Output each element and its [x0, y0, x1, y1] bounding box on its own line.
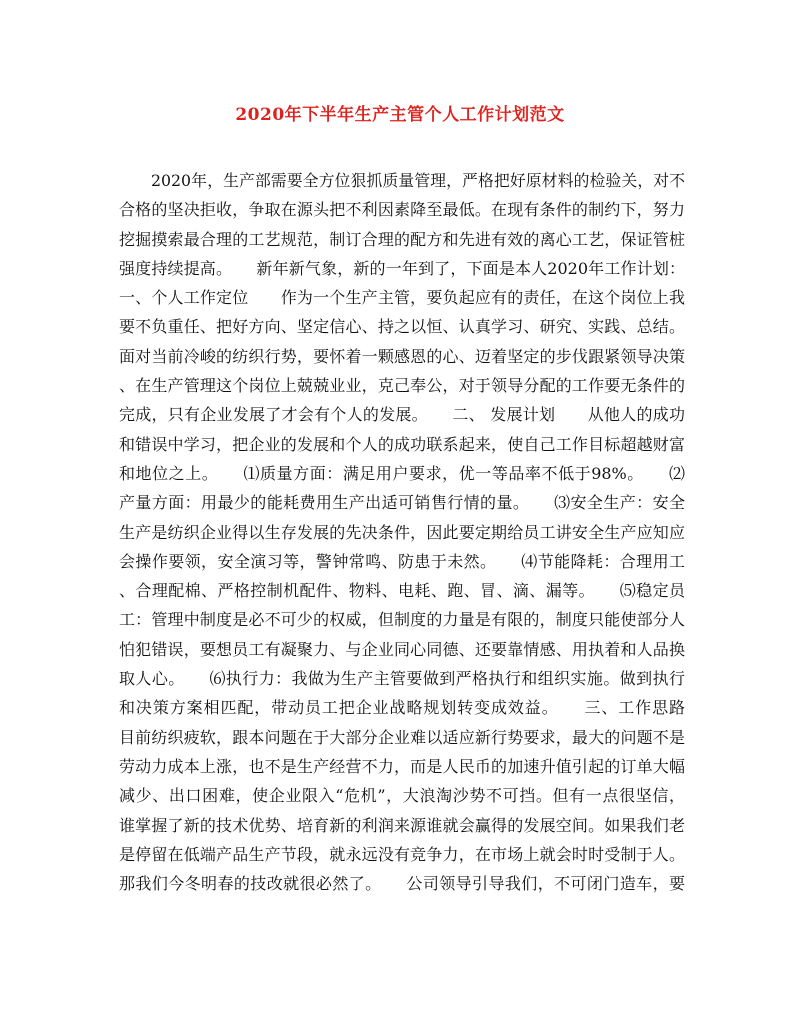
body-line: 那我们今冬明春的技改就很必然了。 公司领导引导我们，不可闭门造车，要: [119, 874, 685, 894]
body-line: 怕犯错误，要想员工有凝聚力、与企业同心同德、还要靠情感、用执着和人品换: [119, 639, 685, 659]
body-line: 谁掌握了新的技术优势、培育新的利润来源谁就会赢得的发展空间。如果我们老: [119, 815, 685, 835]
body-line: 是停留在低端产品生产节段，就永远没有竞争力，在市场上就会时时受制于人。: [119, 844, 685, 864]
body-line: 挖掘摸索最合理的工艺规范，制订合理的配方和先进有效的离心工艺，保证管桩: [119, 229, 685, 249]
body-line: 会操作要领，安全演习等，警钟常鸣、防患于未然。 ⑷节能降耗：合理用工: [119, 551, 685, 571]
body-line: 减少、出口困难，使企业限入“危机”，大浪淘沙势不可挡。但有一点很坚信，: [119, 786, 685, 806]
body-line: 目前纺织疲软，跟本问题在于大部分企业难以适应新行势要求，最大的问题不是: [119, 727, 685, 747]
body-line: 和错误中学习，把企业的发展和个人的成功联系起来，使自己工作目标超越财富: [119, 434, 685, 454]
body-line: 一、个人工作定位 作为一个生产主管，要负起应有的责任，在这个岗位上我: [119, 288, 685, 308]
body-line: 面对当前冷峻的纺织行势，要怀着一颗感恩的心、迈着坚定的步伐跟紧领导决策: [119, 346, 685, 366]
body-line: 和地位之上。 ⑴质量方面：满足用户要求，优一等品率不低于98%。 ⑵: [119, 463, 685, 483]
body-line: 产量方面：用最少的能耗费用生产出适可销售行情的量。 ⑶安全生产：安全: [119, 493, 685, 513]
body-line: 工：管理中制度是必不可少的权威，但制度的力量是有限的，制度只能使部分人: [119, 610, 685, 630]
body-line: 取人心。 ⑹执行力：我做为生产主管要做到严格执行和组织实施。做到执行: [119, 669, 685, 689]
body-line: 劳动力成本上涨，也不是生产经营不力，而是人民币的加速升值引起的订单大幅: [119, 756, 685, 776]
document-body: [119, 166, 685, 898]
body-line: 要不负重任、把好方向、坚定信心、持之以恒、认真学习、研究、实践、总结。: [119, 317, 685, 337]
body-line: 2020年，生产部需要全方位狠抓质量管理，严格把好原材料的检验关，对不: [151, 171, 685, 190]
body-line: 完成，只有企业发展了才会有个人的发展。 二、 发展计划 从他人的成功: [119, 405, 685, 425]
body-line: 、在生产管理这个岗位上兢兢业业，克己奉公，对于领导分配的工作要无条件的: [119, 376, 685, 396]
body-line: 生产是纺织企业得以生存发展的先决条件，因此要定期给员工讲安全生产应知应: [119, 522, 685, 542]
body-line: 合格的坚决拒收，争取在源头把不利因素降至最低。在现有条件的制约下，努力: [119, 200, 685, 220]
document-title: 2020年下半年生产主管个人工作计划范文: [235, 105, 565, 125]
body-line: 、合理配棉、严格控制机配件、物料、电耗、跑、冒、滴、漏等。 ⑸稳定员: [119, 581, 685, 601]
body-line: 和决策方案相匹配，带动员工把企业战略规划转变成效益。 三、工作思路: [119, 698, 685, 718]
body-line: 强度持续提高。 新年新气象，新的一年到了，下面是本人2020年工作计划：: [119, 258, 685, 278]
